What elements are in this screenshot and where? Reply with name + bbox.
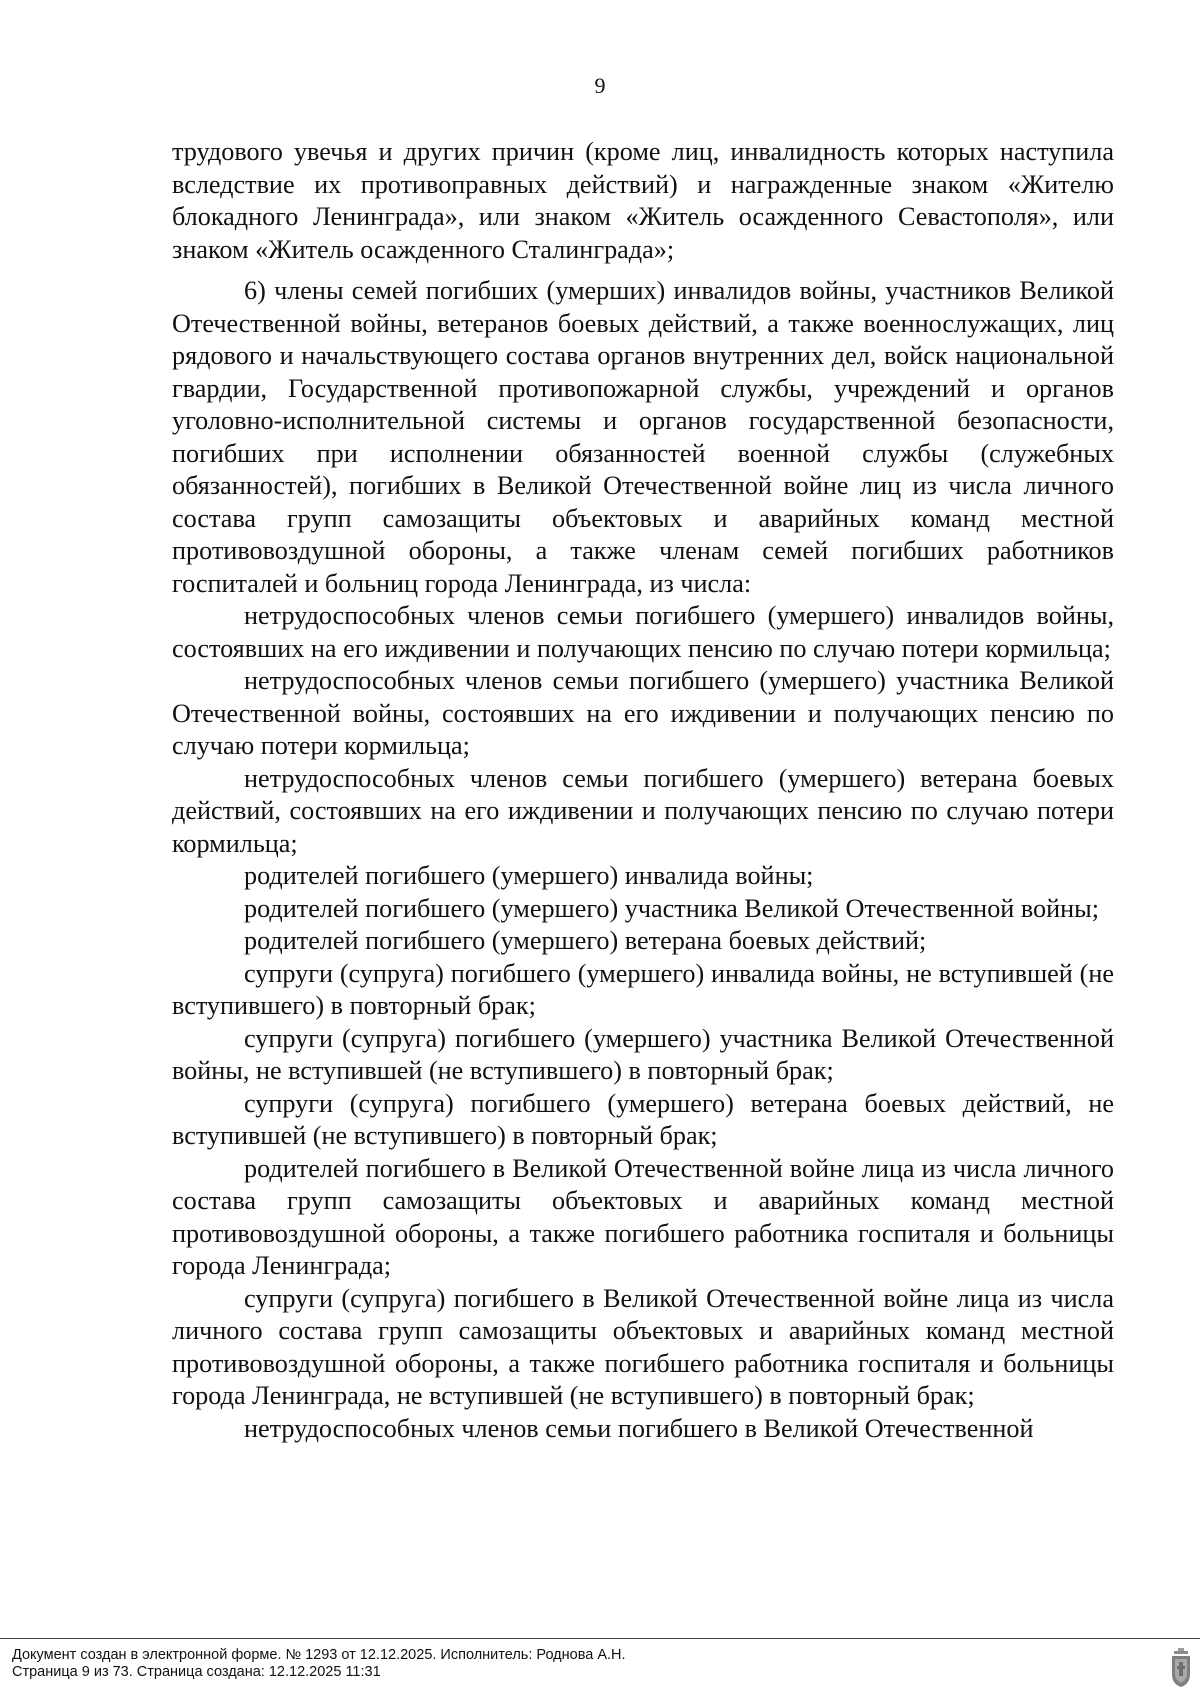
footer-divider	[0, 1638, 1200, 1639]
coat-of-arms-icon	[1170, 1648, 1192, 1688]
paragraph-subitem: нетрудоспособных членов семьи погибшего (умершего) инвалидов войны, состоявших на его иждивении и получающих пенсию по случаю потери кормильца;	[172, 601, 1114, 663]
paragraph-subitem: родителей погибшего (умершего) участника Великой Отечественной войны;	[244, 893, 1100, 923]
document-body	[172, 136, 1114, 1445]
footer-page-info: Страница 9 из 73. Страница создана: 12.12.2025 11:31	[12, 1664, 381, 1680]
document-footer	[12, 1647, 626, 1681]
paragraph-subitem: родителей погибшего (умершего) ветерана боевых действий;	[244, 926, 927, 955]
paragraph-continuation: трудового увечья и других причин (кроме лиц, инвалидность которых наступила вследствие их противоправных действий) и награжденные знаком «Жителю блокадного Ленинграда», или знаком «Житель осажденного Севастополя», или знаком «Житель осажденного Сталинграда»;	[172, 137, 1114, 264]
footer-document-info: Документ создан в электронной форме. № 1293 от 12.12.2025. Исполнитель: Роднова А.Н.	[12, 1647, 626, 1663]
page-number: 9	[594, 73, 606, 98]
paragraph-subitem-truncated: нетрудоспособных членов семьи погибшего в Великой Отечественной	[244, 1413, 1034, 1443]
paragraph-subitem: нетрудоспособных членов семьи погибшего (умершего) ветерана боевых действий, состоявших на его иждивении и получающих пенсию по случаю потери кормильца;	[172, 763, 1114, 858]
paragraph-subitem: родителей погибшего в Великой Отечественной войне лица из числа личного состава групп самозащиты объектовых и аварийных команд местной противовоздушной обороны, а также погибшего работника госпиталя и больницы города Ленинграда;	[172, 1153, 1114, 1280]
paragraph-subitem: родителей погибшего (умершего) инвалида войны;	[244, 861, 814, 890]
paragraph-subitem: супруги (супруга) погибшего (умершего) ветерана боевых действий, не вступившей (не вступившего) в повторный брак;	[172, 1088, 1114, 1150]
paragraph-subitem: нетрудоспособных членов семьи погибшего (умершего) участника Великой Отечественной войны, состоявших на его иждивении и получающих пенсию по случаю потери кормильца;	[172, 666, 1114, 760]
paragraph-item-6: 6) члены семей погибших (умерших) инвалидов войны, участников Великой Отечественной войны, ветеранов боевых действий, а также военнослужащих, лиц рядового и начальствующего состава органов внутренних дел, войск национальной гвардии, Государственной противопожарной службы, учреждений и органов уголовно-исполнительной системы и органов государственной безопасности, погибших при исполнении обязанностей военной службы (служебных обязанностей), погибших в Великой Отечественной войне лиц из числа личного состава групп самозащиты объектовых и аварийных команд местной противовоздушной обороны, а также членам семей погибших работников госпиталей и больниц города Ленинграда, из числа:	[172, 276, 1114, 598]
paragraph-subitem: супруги (супруга) погибшего (умершего) участника Великой Отечественной войны, не вступившей (не вступившего) в повторный брак;	[172, 1023, 1114, 1085]
paragraph-subitem: супруги (супруга) погибшего в Великой Отечественной войне лица из числа личного состава групп самозащиты объектовых и аварийных команд местной противовоздушной обороны, а также погибшего работника госпиталя и больницы города Ленинграда, не вступившей (не вступившего) в повторный брак;	[172, 1283, 1114, 1410]
paragraph-subitem: супруги (супруга) погибшего (умершего) инвалида войны, не вступившей (не вступившего) в повторный брак;	[172, 958, 1114, 1020]
